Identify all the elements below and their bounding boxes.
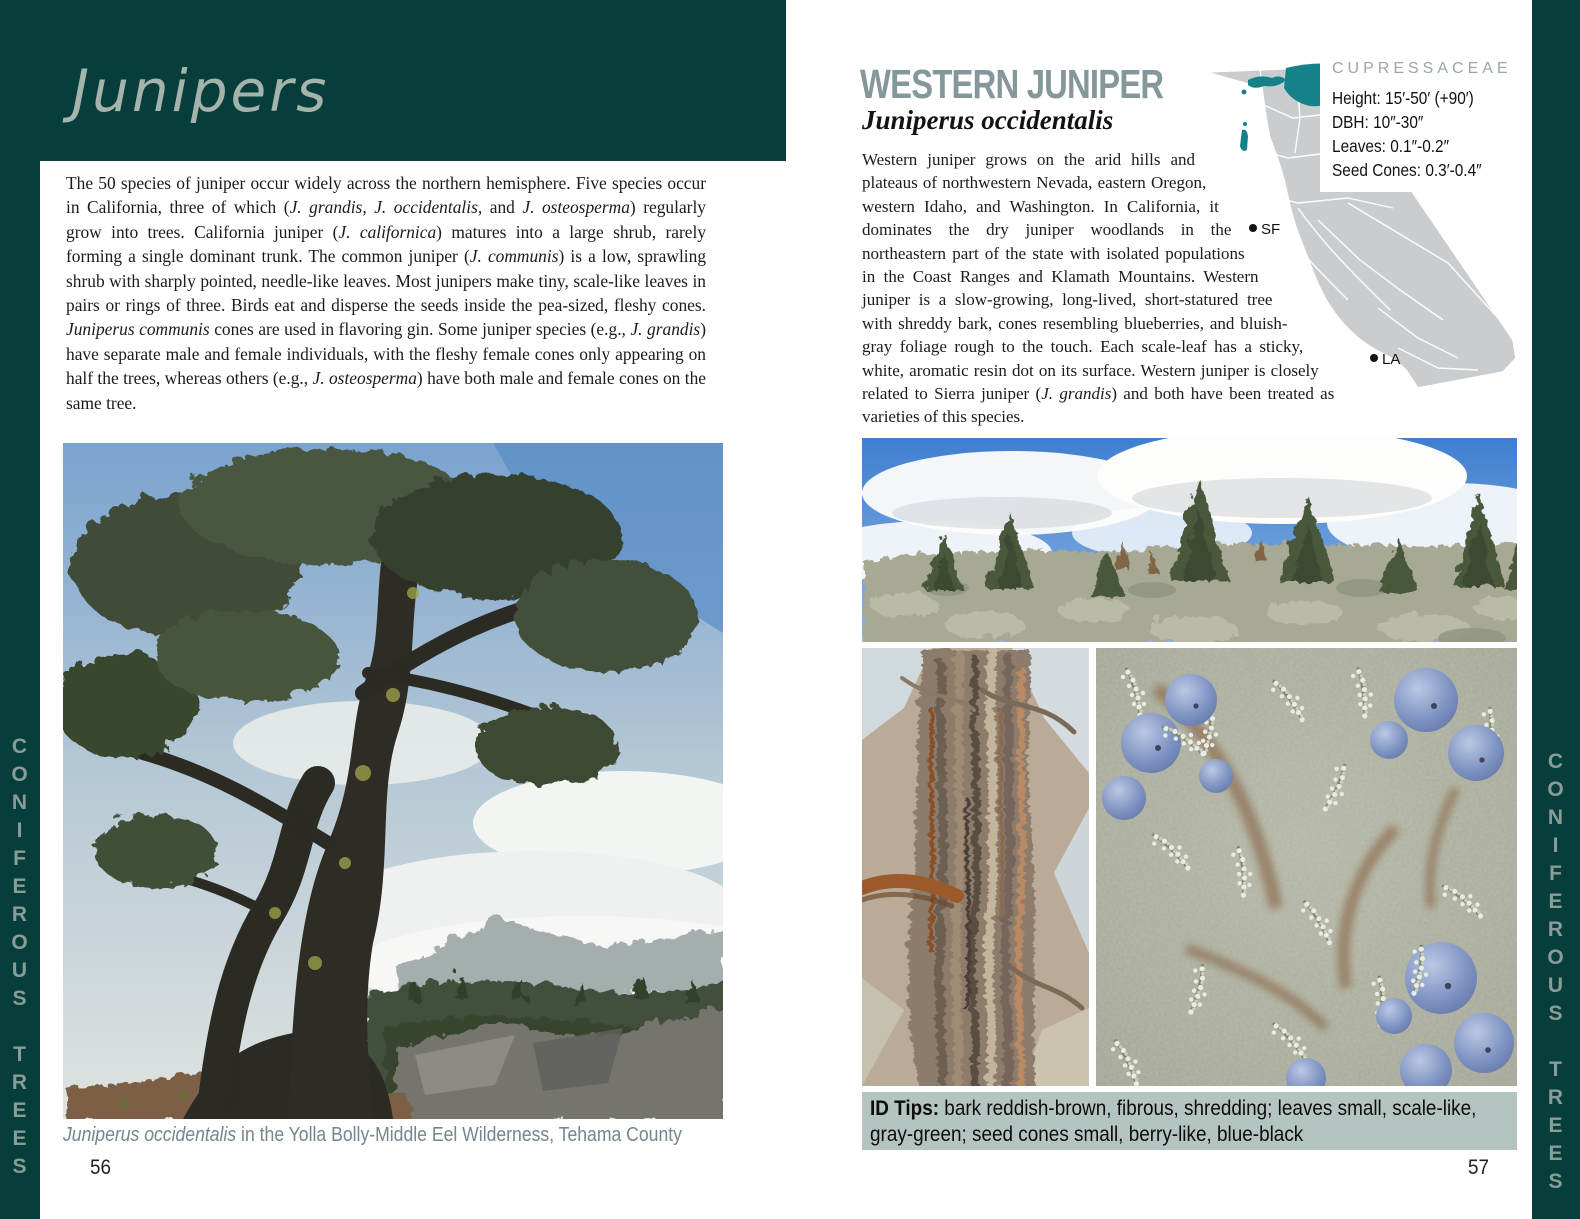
chapter-title: Junipers	[72, 57, 330, 125]
left-page-number: 56	[90, 1156, 112, 1179]
juniper-woodland-photo	[862, 438, 1517, 642]
right-sidebar-section-label: CONIFEROUS TREES	[1544, 750, 1567, 1198]
photo-caption-text: Juniperus occidentalis in the Yolla Bolly-Middle Eel Wilderness, Tehama County	[63, 1124, 682, 1146]
juniper-tree-photo	[63, 443, 723, 1119]
right-page-number: 57	[1468, 1156, 1490, 1179]
id-tips-text: ID Tips: bark reddish-brown, fibrous, shredding; leaves small, scale-like, gray-green; seed cones small, berry-like, blue-black	[870, 1096, 1477, 1146]
bark-closeup-photo	[862, 648, 1089, 1086]
stat-height: Height: 15′-50′ (+90′)	[1332, 88, 1474, 108]
photo-caption	[63, 1124, 803, 1147]
foliage-berries-photo	[1096, 648, 1517, 1086]
stat-dbh: DBH: 10″-30″	[1332, 112, 1424, 132]
species-description: Western juniper grows on the arid hills and plateaus of northwestern Nevada, eastern Oregon, western Idaho, and Washington. In California, it dominates the dry juniper woodlands in the northeastern part of the state with isolated populations in the Coast Ranges and Klamath Mountains. Western juniper is a slow-growing, long-lived, short-statured tree with shreddy bark, cones resembling blueberries, and bluish-gray foliage rough to the touch. Each scale-leaf has a sticky, white, aromatic resin dot on its surface. Western juniper is closely related to Sierra juniper (J. grandis) and both have been treated as varieties of this species.	[862, 148, 1515, 440]
family-name: CUPRESSACEAE	[1332, 60, 1512, 77]
svg-text:LA: LA	[1382, 351, 1401, 368]
stat-seed-cones: Seed Cones: 0.3′-0.4″	[1332, 160, 1482, 180]
stat-leaves: Leaves: 0.1″-0.2″	[1332, 136, 1450, 156]
svg-text:SF: SF	[1261, 221, 1281, 238]
species-common-name: WESTERN JUNIPER	[860, 61, 1164, 107]
id-tips-box	[862, 1092, 1517, 1150]
species-scientific-name: Juniperus occidentalis	[862, 105, 1114, 135]
left-sidebar-section-label: CONIFEROUS TREES	[8, 735, 31, 1183]
chapter-intro-text: The 50 species of juniper occur widely across the northern hemisphere. Five species occur in California, three of which (J. grandis, J. occidentalis, and J. osteosperma) regularly grow into trees. California juniper (J. californica) matures into a large shrub, rarely forming a single dominant trunk. The common juniper (J. communis) is a low, sprawling shrub with sharply pointed, needle-like leaves. Most junipers make tiny, scale-like leaves in pairs or rings of three. Birds eat and disperse the seeds inside the pea-sized, fleshy cones. Juniperus communis cones are used in flavoring gin. Some juniper species (e.g., J. grandis) have separate male and female individuals, with the fleshy female cones only appearing on half the trees, whereas others (e.g., J. osteosperma) have both male and female cones on the same tree.	[66, 173, 707, 413]
